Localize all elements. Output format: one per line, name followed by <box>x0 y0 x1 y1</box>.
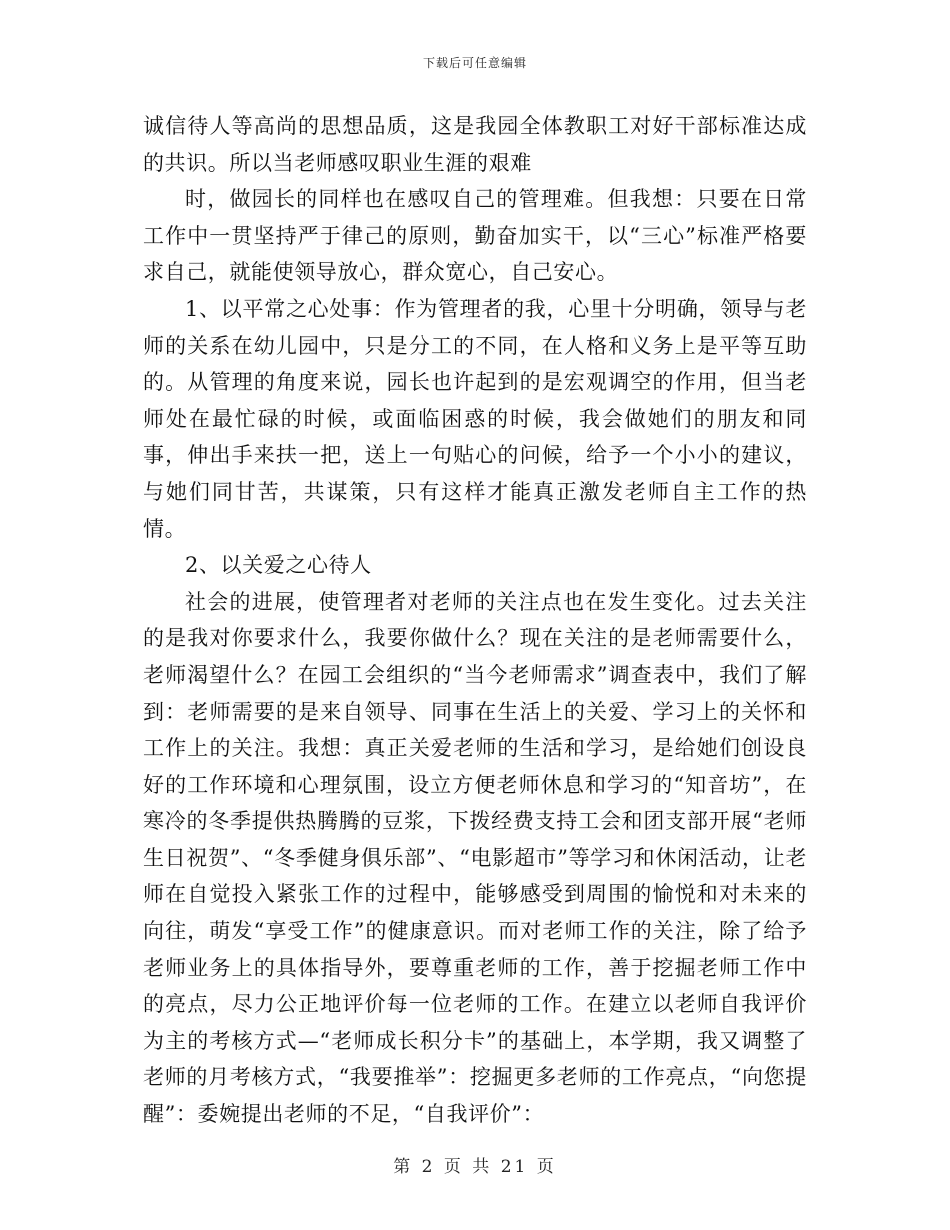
page-header: 下载后可任意编辑 <box>422 56 527 70</box>
paragraph: 时，做园长的同样也在感叹自己的管理难。但我想：只要在日常工作中一贯坚持严于律己的原则，勤奋加实干，以“三心”标准严格要求自己，就能使领导放心，群众宽心，自己安心。 <box>143 187 807 285</box>
paragraph: 诚信待人等高尚的思想品质，这是我园全体教职工对好干部标准达成的共识。所以当老师感叹职业生涯的艰难 <box>143 114 807 175</box>
paragraph: 2、以关爱之心待人 <box>185 553 372 578</box>
paragraph: 1、以平常之心处事：作为管理者的我，心里十分明确，领导与老师的关系在幼儿园中，只是分工的不同，在人格和义务上是平等互助的。从管理的角度来说，园长也许起到的是宏观调空的作用，但当老师处在最忙碌的时候，或面临困惑的时候，我会做她们的朋友和同事，伸出手来扶一把，送上一句贴心的问候，给予一个小小的建议，与她们同甘苦，共谋策，只有这样才能真正激发老师自主工作的热情。 <box>143 296 807 541</box>
paragraph: 社会的进展，使管理者对老师的关注点也在发生变化。过去关注的是我对你要求什么，我要你做什么？现在关注的是老师需要什么，老师渴望什么？在园工会组织的“当今老师需求”调查表中，我们了解到：老师需要的是来自领导、同事在生活上的关爱、学习上的关怀和工作上的关注。我想：真正关爱老师的生活和学习，是给她们创设良好的工作环境和心理氛围，设立方便老师休息和学习的“知音坊”，在寒冷的冬季提供热腾腾的豆浆，下拨经费支持工会和团支部开展“老师生日祝贺”、“冬季健身俱乐部”、“电影超市”等学习和休闲活动，让老师在自觉投入紧张工作的过程中，能够感受到周围的愉悦和对未来的向往，萌发“享受工作”的健康意识。而对老师工作的关注，除了给予老师业务上的具体指导外，要尊重老师的工作，善于挖掘老师工作中的亮点，尽力公正地评价每一位老师的工作。在建立以老师自我评价为主的考核方式—“老师成长积分卡”的基础上，本学期，我又调整了老师的月考核方式，“我要推举”：挖掘更多老师的工作亮点，“向您提醒”：委婉提出老师的不足，“自我评价”： <box>143 589 807 1127</box>
page-number: 第 2 页 共 21 页 <box>393 1157 557 1177</box>
document-body <box>143 108 807 1133</box>
